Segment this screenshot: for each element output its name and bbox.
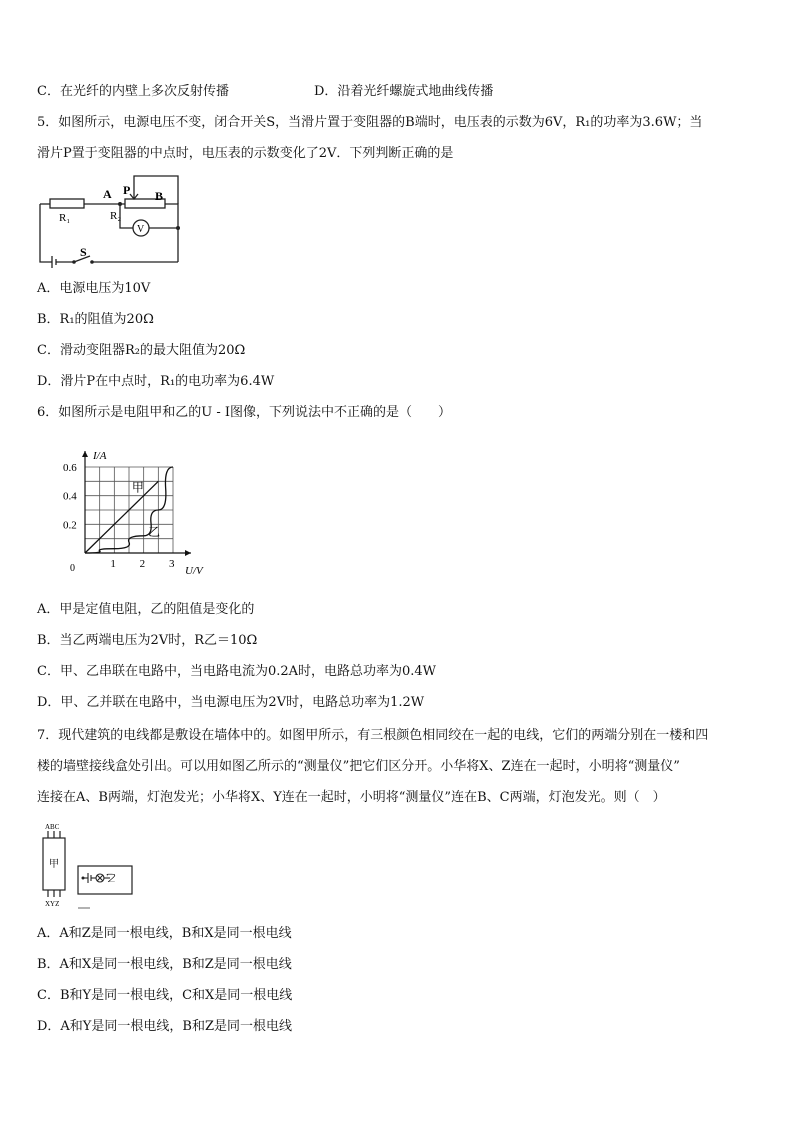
q7-stem-line3: 连接在A、B两端，灯泡发光；小华将X、Y连在一起时，小明将“测量仪”连在B、C两端，灯泡发光。则（ ） <box>37 790 666 805</box>
box-jia-label: 甲 <box>49 859 59 870</box>
bottom-terminal-labels: XYZ <box>45 900 60 908</box>
tester-yi-label: 乙 <box>106 871 116 882</box>
series-line-0 <box>85 481 161 553</box>
q6-option-d: D．甲、乙并联在电路中，当电源电压为2V时，电路总功率为1.2W <box>37 695 425 710</box>
y-tick-label: 0.2 <box>63 519 77 532</box>
q6-option-b: B．当乙两端电压为2V时，R乙＝10Ω <box>37 633 258 648</box>
q7-option-d: D．A和Y是同一根电线，B和Z是同一根电线 <box>37 1019 292 1034</box>
x-tick-label: 3 <box>169 558 175 570</box>
q6-option-a: A．甲是定值电阻，乙的阻值是变化的 <box>37 602 255 617</box>
label-p: P <box>123 183 131 197</box>
q7-option-b: B．A和X是同一根电线，B和Z是同一根电线 <box>37 957 292 972</box>
q5-option-d: D．滑片P在中点时，R₁的电功率为6.4W <box>37 374 275 389</box>
q7-stem-line1: 7．现代建筑的电线都是敷设在墙体中的。如图甲所示，有三根颜色相同绞在一起的电线，它们的两端分别在一楼和四 <box>37 728 709 743</box>
q7-option-a: A．A和Z是同一根电线，B和X是同一根电线 <box>37 926 292 941</box>
q6-ui-chart <box>55 440 215 580</box>
y-axis-arrow <box>82 451 88 457</box>
series-label-yi: 乙 <box>148 524 161 539</box>
q7-option-c: C．B和Y是同一根电线，C和X是同一根电线 <box>37 988 293 1003</box>
q4-option-d: D．沿着光纤螺旋式地曲线传播 <box>314 84 494 99</box>
q5-option-b: B．R₁的阻值为20Ω <box>37 312 154 327</box>
x-axis-arrow <box>185 550 191 556</box>
label-s: S <box>80 245 87 259</box>
y-axis-label: I/A <box>93 450 107 462</box>
q4-option-c: C．在光纤的内壁上多次反射传播 <box>37 84 229 99</box>
q5-stem-line1: 5．如图所示，电源电压不变，闭合开关S，当滑片置于变阻器的B端时，电压表的示数为6V，R₁的功率为3.6W；当 <box>37 115 703 130</box>
q7-figure <box>38 820 138 912</box>
q5-option-a: A．电源电压为10V <box>37 281 151 296</box>
q6-stem: 6．如图所示是电阻甲和乙的U - I图像，下列说法中不正确的是（ ） <box>37 405 452 420</box>
voltmeter-icon: V <box>137 224 145 235</box>
origin-label: 0 <box>70 563 75 574</box>
x-tick-label: 1 <box>110 558 116 570</box>
q6-option-c: C．甲、乙串联在电路中，当电路电流为0.2A时，电路总功率为0.4W <box>37 664 437 679</box>
q5-stem-line2: 滑片P置于变阻器的中点时，电压表的示数变化了2V．下列判断正确的是 <box>37 146 454 161</box>
top-terminal-labels: ABC <box>45 823 60 831</box>
y-tick-label: 0.4 <box>63 490 77 503</box>
series-label-jia: 甲 <box>131 480 144 495</box>
q7-stem-line2: 楼的墙壁接线盒处引出。可以用如图乙所示的“测量仪”把它们区分开。小华将X、Z连在一起时，小明将“测量仪” <box>37 759 680 774</box>
q5-circuit-diagram <box>30 168 190 272</box>
label-r2: R₂ <box>110 210 122 222</box>
q5-option-c: C．滑动变阻器R₂的最大阻值为20Ω <box>37 343 246 358</box>
label-a: A <box>103 187 112 201</box>
y-tick-label: 0.6 <box>63 462 77 474</box>
x-tick-label: 2 <box>139 558 146 570</box>
label-b: B <box>155 189 164 203</box>
x-axis-label: U/V <box>185 565 203 577</box>
label-r1: R₁ <box>59 212 71 224</box>
